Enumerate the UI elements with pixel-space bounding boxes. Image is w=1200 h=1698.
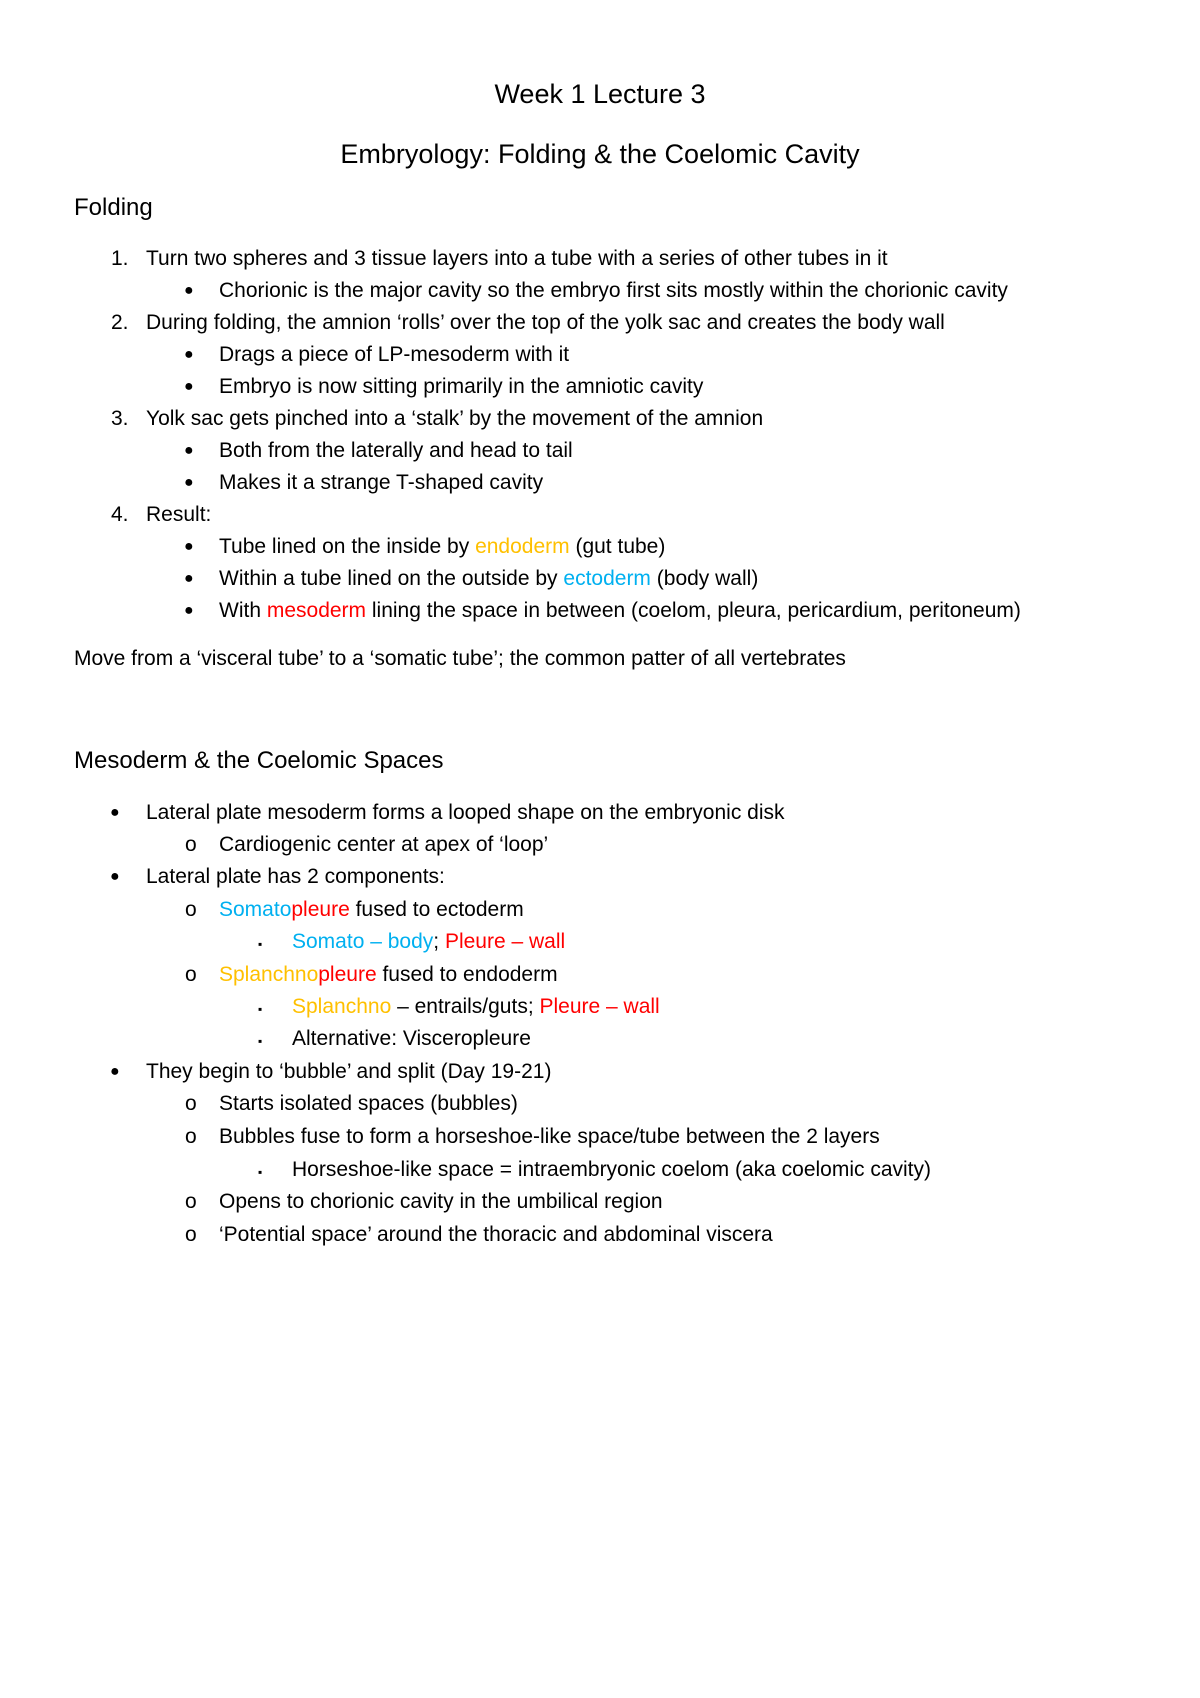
sub-list-item [219,598,1021,624]
sub-list-item: Embryo is now sitting primarily in the amniotic cavity [219,375,704,398]
section-heading-folding: Folding [74,194,153,221]
pleure-definition: Pleure – wall [444,930,566,953]
sub-list-item [219,962,558,988]
summary-paragraph: Move from a ‘visceral tube’ to a ‘somatic tube’; the common patter of all vertebrates [74,647,846,670]
square-bullet-icon: ▪ [258,1002,263,1016]
square-bullet-icon: ▪ [258,1165,263,1179]
list-item: Lateral plate mesoderm forms a looped shape on the embryonic disk [146,801,785,824]
text-span: (body wall) [650,567,759,590]
pleure-term: pleure [318,963,377,986]
bullet-icon: ● [110,804,120,821]
page-title: Week 1 Lecture 3 [494,79,706,109]
section-heading-mesoderm: Mesoderm & the Coelomic Spaces [74,747,444,774]
text-span: Tube lined on the inside by [219,535,476,558]
sub-list-item: Cardiogenic center at apex of ‘loop’ [219,833,549,856]
bullet-icon: ● [184,378,194,395]
splanchno-definition: Splanchno [292,995,392,1018]
list-item: Lateral plate has 2 components: [146,865,445,888]
sub-sub-list-item [292,929,565,955]
list-number: 1. [111,247,129,270]
text-span: With [219,599,267,622]
page-subtitle: Embryology: Folding & the Coelomic Cavity [340,139,860,169]
text-span: (gut tube) [569,535,666,558]
circle-bullet-icon: o [185,963,197,986]
bullet-icon: ● [110,1063,120,1080]
list-item: Turn two spheres and 3 tissue layers into a tube with a series of other tubes in it [146,247,888,270]
sub-list-item: Makes it a strange T-shaped cavity [219,471,544,494]
pleure-definition: Pleure – wall [539,995,660,1018]
sub-list-item: Chorionic is the major cavity so the embryo first sits mostly within the chorionic cavity [219,279,1008,302]
list-number: 4. [111,503,129,526]
circle-bullet-icon: o [185,1092,197,1115]
sub-list-item: ‘Potential space’ around the thoracic and abdominal viscera [219,1223,773,1246]
sub-list-item [219,566,758,592]
bullet-icon: ● [184,442,194,459]
sub-list-item [219,897,524,923]
circle-bullet-icon: o [185,1125,197,1148]
circle-bullet-icon: o [185,833,197,856]
text-span: Within a tube lined on the outside by [219,567,564,590]
circle-bullet-icon: o [185,1190,197,1213]
bullet-icon: ● [184,602,194,619]
bullet-icon: ● [184,346,194,363]
sub-list-item: Both from the laterally and head to tail [219,439,573,462]
list-item: During folding, the amnion ‘rolls’ over the top of the yolk sac and creates the body wall [146,311,945,334]
text-span: fused to endoderm [376,963,558,986]
bullet-icon: ● [110,868,120,885]
sub-sub-list-item: Alternative: Visceropleure [292,1027,531,1050]
sub-sub-list-item [292,994,660,1020]
square-bullet-icon: ▪ [258,1034,263,1048]
circle-bullet-icon: o [185,1223,197,1246]
mesoderm-term: mesoderm [266,599,367,622]
list-item: They begin to ‘bubble’ and split (Day 19-21) [146,1060,552,1083]
sub-list-item: Bubbles fuse to form a horseshoe-like space/tube between the 2 layers [219,1125,880,1148]
list-item: Result: [146,503,212,526]
bullet-icon: ● [184,570,194,587]
splanchno-term: Splanchno [219,963,319,986]
text-span: fused to ectoderm [349,898,524,921]
sub-list-item: Starts isolated spaces (bubbles) [219,1092,518,1115]
bullet-icon: ● [184,282,194,299]
pleure-term: pleure [291,898,350,921]
ectoderm-term: ectoderm [563,567,651,590]
square-bullet-icon: ▪ [258,937,263,951]
sub-sub-list-item: Horseshoe-like space = intraembryonic coelom (aka coelomic cavity) [292,1158,932,1181]
somato-definition: Somato – body [292,930,434,953]
circle-bullet-icon: o [185,898,197,921]
sub-list-item [219,534,665,560]
sub-list-item: Opens to chorionic cavity in the umbilical region [219,1190,663,1213]
list-number: 3. [111,407,129,430]
sub-list-item: Drags a piece of LP-mesoderm with it [219,343,570,366]
somato-term: Somato [219,898,292,921]
bullet-icon: ● [184,538,194,555]
bullet-icon: ● [184,474,194,491]
list-item: Yolk sac gets pinched into a ‘stalk’ by the movement of the amnion [146,407,764,430]
text-span: – entrails/guts; [391,995,540,1018]
text-span: lining the space in between (coelom, pleura, pericardium, peritoneum) [366,599,1021,622]
list-number: 2. [111,311,129,334]
text-span: ; [433,930,445,953]
endoderm-term: endoderm [475,535,570,558]
